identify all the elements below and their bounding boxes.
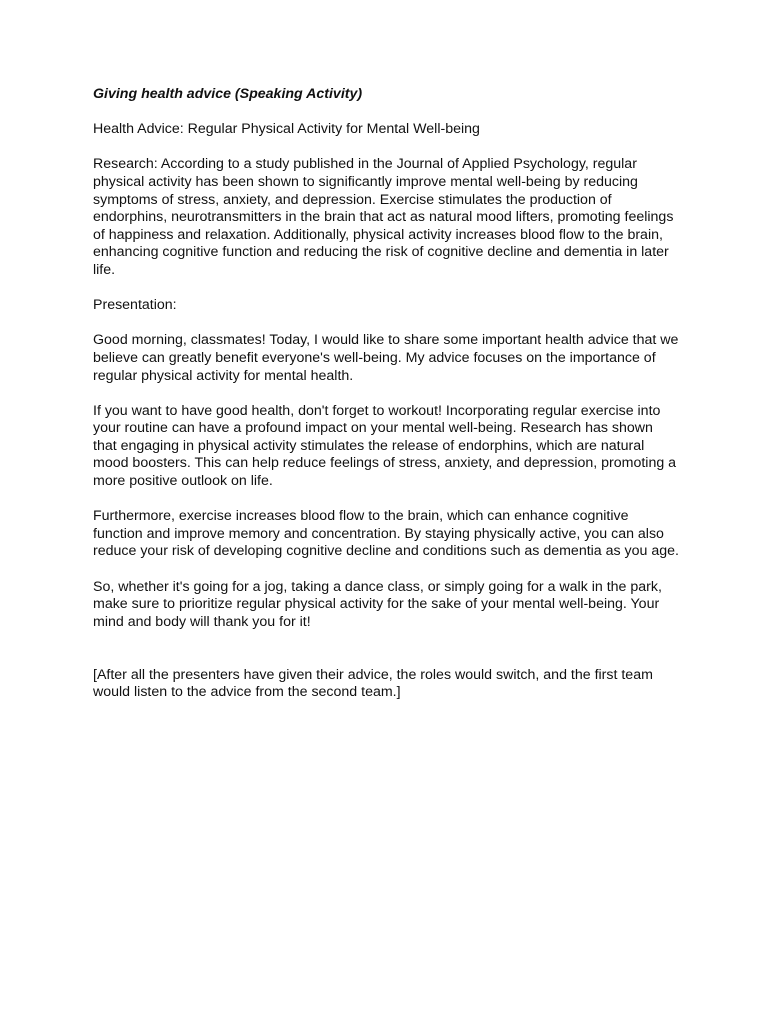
role-switch-note: [After all the presenters have given their advice, the roles would switch, and the first team would listen to the advice from the second team.] xyxy=(93,666,653,701)
presentation-paragraph-blood-flow: Furthermore, exercise increases blood flow to the brain, which can enhance cognitive function and improve memory and concentration. By staying physically active, you can also reduce your risk of developing cognitive decline and conditions such as dementia as you age. xyxy=(93,508,679,560)
presentation-label: Presentation: xyxy=(93,297,177,314)
blank-line xyxy=(93,649,679,667)
presentation-paragraph-greeting: Good morning, classmates! Today, I would like to share some important health advice that we believe can greatly benefit everyone's well-being. My advice focuses on the importance of regular physical activity for mental health. xyxy=(93,332,679,384)
document-subtitle: Health Advice: Regular Physical Activity for Mental Well-being xyxy=(93,121,480,138)
presentation-paragraph-workout: If you want to have good health, don't forget to workout! Incorporating regular exercise into your routine can have a profound impact on your mental well-being. Research has shown that engaging in physical activity stimulates the release of endorphins, which are natural mood boosters. This can help reduce feelings of stress, anxiety, and depression, promoting a more positive outlook on life. xyxy=(93,402,677,490)
presentation-paragraph-closing: So, whether it's going for a jog, taking a dance class, or simply going for a walk in the park, make sure to prioritize regular physical activity for the sake of your mental well-being. Your mind and body will thank you for it! xyxy=(93,578,662,630)
document-title: Giving health advice (Speaking Activity) xyxy=(93,86,363,102)
document-page xyxy=(93,86,679,719)
research-paragraph: Research: According to a study published in the Journal of Applied Psychology, regular physical activity has been shown to significantly improve mental well-being by reducing symptoms of stress, anxiety, and depression. Exercise stimulates the production of endorphins, neurotransmitters in the brain that act as natural mood lifters, promoting feelings of happiness and relaxation. Additionally, physical activity increases blood flow to the brain, enhancing cognitive function and reducing the risk of cognitive decline and dementia in later life. xyxy=(93,156,674,278)
